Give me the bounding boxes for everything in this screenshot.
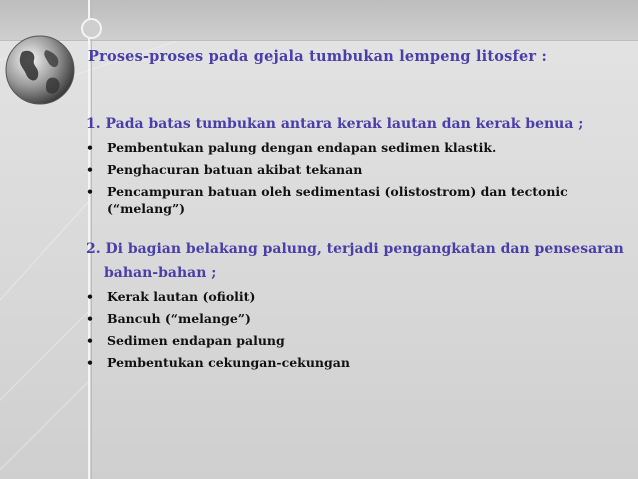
- list-item: • Pembentukan cekungan-cekungan: [86, 355, 350, 370]
- list-item: • Bancuh (“melange”): [86, 311, 251, 326]
- bullet: •: [86, 140, 94, 155]
- ring-icon: [81, 18, 102, 39]
- header-divider: [0, 40, 638, 41]
- list-item: • Penghacuran batuan akibat tekanan: [86, 162, 363, 177]
- globe-icon: [0, 30, 80, 110]
- section-2-heading: 2. Di bagian belakang palung, terjadi pengangkatan dan pensesaran: [86, 241, 624, 257]
- section-2-list: [86, 288, 626, 371]
- bullet: •: [86, 311, 94, 326]
- slide-title: Proses-proses pada gejala tumbukan lempeng litosfer :: [88, 48, 548, 65]
- list-item: • Kerak lautan (ofiolit): [86, 289, 256, 304]
- bullet: •: [86, 333, 94, 348]
- bullet: •: [86, 289, 94, 304]
- section-1-heading: 1. Pada batas tumbukan antara kerak lautan dan kerak benua ;: [86, 116, 584, 132]
- list-item: • Pencampuran batuan oleh sedimentasi (olistostrom) dan tectonic (“melang”): [86, 184, 568, 216]
- section-1-list: [86, 139, 626, 217]
- bullet: •: [86, 355, 94, 370]
- section-2-heading-cont: bahan-bahan ;: [104, 265, 217, 281]
- bullet: •: [86, 162, 94, 177]
- list-item: • Sedimen endapan palung: [86, 333, 285, 348]
- list-item: • Pembentukan palung dengan endapan sedimen klastik.: [86, 140, 497, 155]
- bullet: •: [86, 184, 94, 199]
- slide-content: [86, 114, 626, 371]
